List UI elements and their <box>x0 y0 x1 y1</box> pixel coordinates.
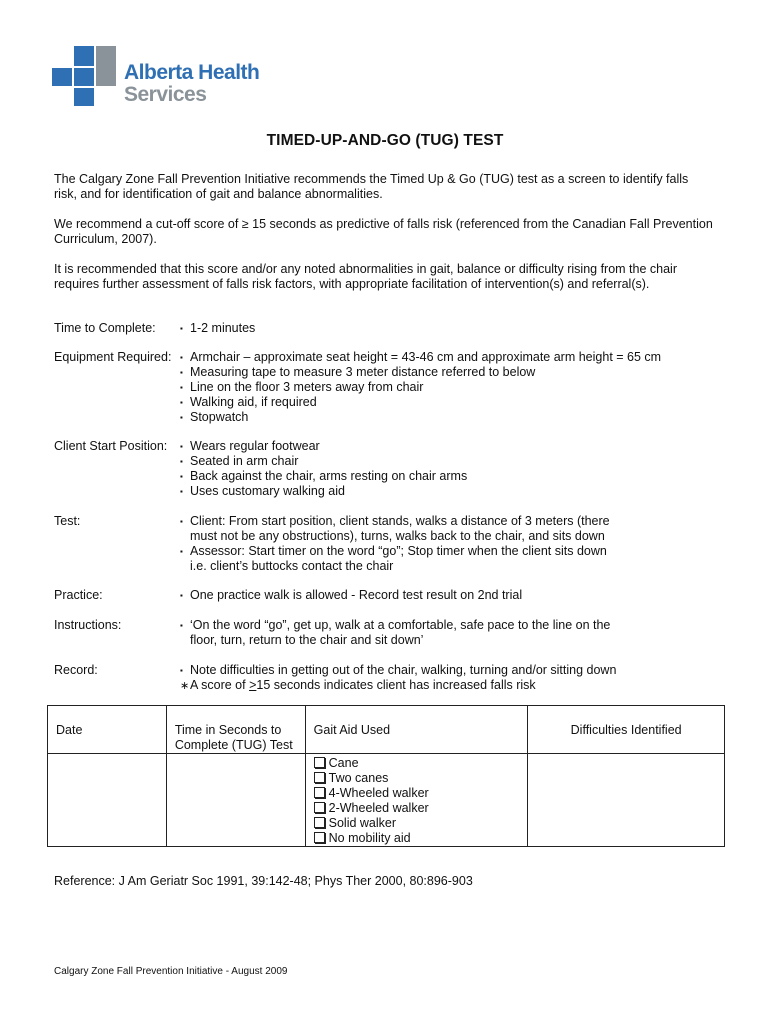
gait-option-no-mobility-aid[interactable]: No mobility aid <box>314 831 520 846</box>
gait-aid-cell <box>305 754 528 847</box>
list-item: ▪ 1-2 minutes <box>180 321 256 335</box>
checkbox-icon <box>314 787 325 798</box>
difficulties-cell[interactable] <box>528 754 725 847</box>
list-item: ▪ Client: From start position, client stands, walks a distance of 3 meters (there must not be any obstructions), turns, walks back to the chair, and sits down <box>180 514 610 543</box>
list-item: ▪ Walking aid, if required <box>180 395 317 409</box>
header-difficulties: Difficulties Identified <box>528 706 725 754</box>
checkbox-icon <box>314 802 325 813</box>
list-item: ▪ Uses customary walking aid <box>180 484 345 498</box>
section-label: Practice: <box>54 588 103 602</box>
ahs-cross-icon <box>52 46 118 108</box>
list-item: ▪ Seated in arm chair <box>180 454 299 468</box>
section-label: Time to Complete: <box>54 321 156 335</box>
section-label: Client Start Position: <box>54 439 168 453</box>
checkbox-icon <box>314 832 325 843</box>
gait-option-2-wheeled-walker[interactable]: 2-Wheeled walker <box>314 801 520 816</box>
footer-text: Calgary Zone Fall Prevention Initiative - August 2009 <box>54 966 288 977</box>
ahs-logo <box>52 46 272 110</box>
checkbox-icon <box>314 772 325 783</box>
section-label: Instructions: <box>54 618 122 632</box>
section-label: Record: <box>54 663 98 677</box>
logo-text-line1: Alberta Health <box>124 61 260 84</box>
intro-paragraph: The Calgary Zone Fall Prevention Initiative recommends the Timed Up & Go (TUG) test as a screen to identify falls risk, and for identification of gait and balance abnormalities. <box>54 172 689 201</box>
header-date: Date <box>48 706 167 754</box>
list-item: ▪ ‘On the word “go”, get up, walk at a comfortable, safe pace to the line on the floor, turn, return to the chair and sit down’ <box>180 618 611 647</box>
recommendation-paragraph: It is recommended that this score and/or any noted abnormalities in gait, balance or difficulty rising from the chair requires further assessment of falls risk factors, with appropriate facilitation of intervention(s) and referral(s). <box>54 262 677 291</box>
page-title: TIMED-UP-AND-GO (TUG) TEST <box>266 132 504 149</box>
time-cell[interactable] <box>166 754 305 847</box>
table-row <box>48 754 725 847</box>
list-item: ▪ Measuring tape to measure 3 meter distance referred to below <box>180 365 536 379</box>
section-label: Equipment Required: <box>54 350 172 364</box>
gait-option-cane[interactable]: Cane <box>314 756 520 771</box>
logo-text-line2: Services <box>124 83 207 106</box>
checkbox-icon <box>314 817 325 828</box>
record-note: ∗ A score of >15 seconds indicates client has increased falls risk <box>180 678 536 692</box>
cutoff-paragraph: We recommend a cut-off score of ≥ 15 seconds as predictive of falls risk (referenced from the Canadian Fall Prevention Curriculum, 2007). <box>54 217 713 246</box>
list-item: ▪ Note difficulties in getting out of the chair, walking, turning and/or sitting down <box>180 663 617 677</box>
gait-option-4-wheeled-walker[interactable]: 4-Wheeled walker <box>314 786 520 801</box>
gait-option-two-canes[interactable]: Two canes <box>314 771 520 786</box>
list-item: ▪ Stopwatch <box>180 410 249 424</box>
list-item: ▪ Back against the chair, arms resting on chair arms <box>180 469 468 483</box>
list-item: ▪ Armchair – approximate seat height = 43-46 cm and approximate arm height = 65 cm <box>180 350 662 364</box>
list-item: ▪ One practice walk is allowed - Record test result on 2nd trial <box>180 588 523 602</box>
checkbox-icon <box>314 757 325 768</box>
date-cell[interactable] <box>48 754 167 847</box>
table-header-row <box>48 706 725 754</box>
section-label: Test: <box>54 514 81 528</box>
gait-option-solid-walker[interactable]: Solid walker <box>314 816 520 831</box>
list-item: ▪ Wears regular footwear <box>180 439 320 453</box>
list-item: ▪ Line on the floor 3 meters away from chair <box>180 380 424 394</box>
results-table <box>47 705 725 847</box>
list-item: ▪ Assessor: Start timer on the word “go”; Stop timer when the client sits down i.e. client’s buttocks contact the chair <box>180 544 607 573</box>
reference-text: Reference: J Am Geriatr Soc 1991, 39:142-48; Phys Ther 2000, 80:896-903 <box>54 874 473 888</box>
header-gait-aid: Gait Aid Used <box>305 706 528 754</box>
header-time: Time in Seconds to Complete (TUG) Test <box>166 706 305 754</box>
